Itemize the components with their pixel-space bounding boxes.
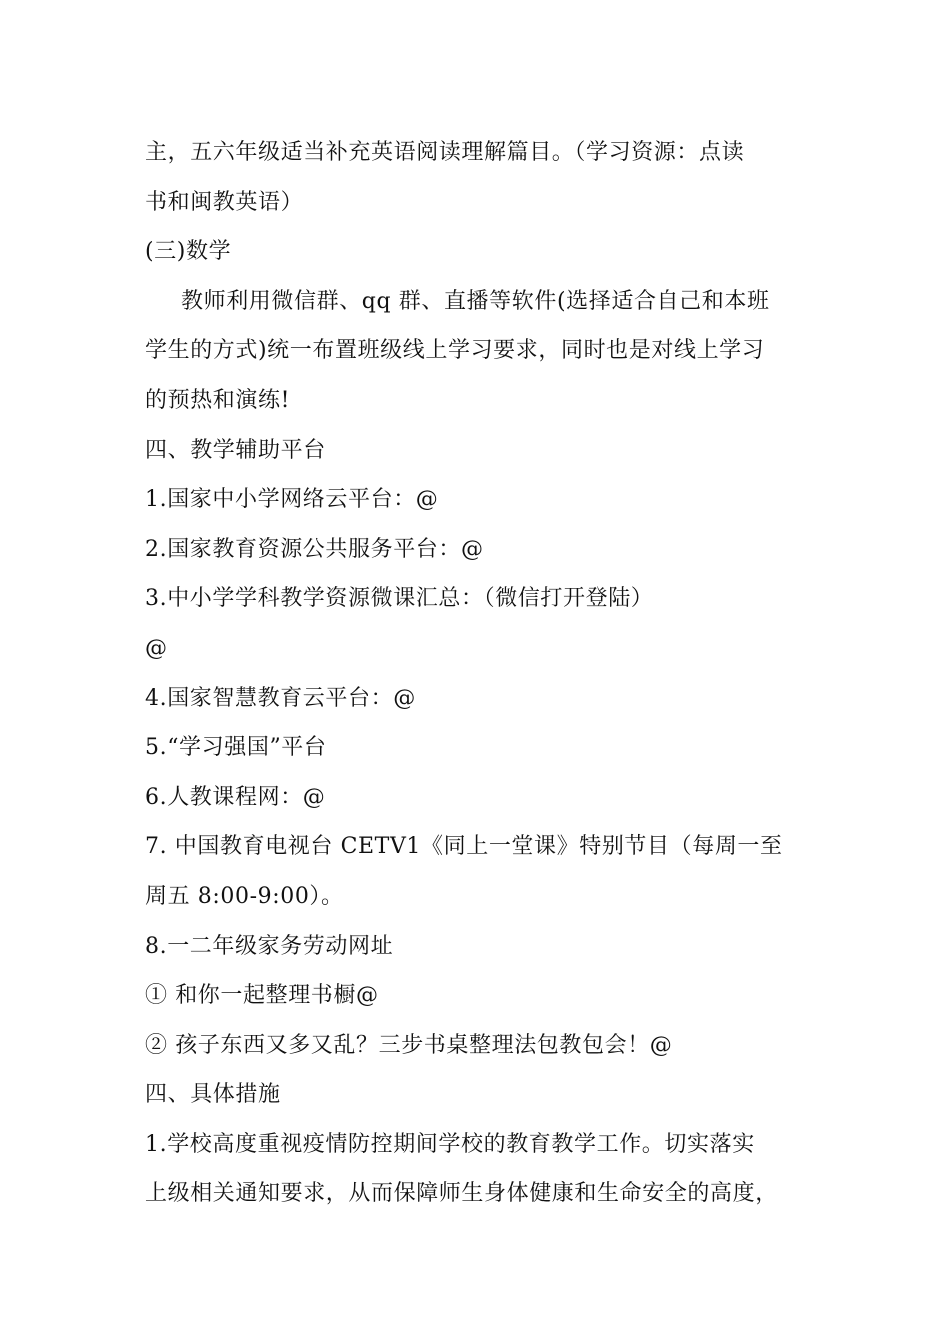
list-item: 4.国家智慧教育云平台：@ [145, 685, 416, 711]
sub-list-item: ② 孩子东西又多又乱？三步书桌整理法包教包会！@ [145, 1032, 673, 1058]
section-heading-measures: 四、具体措施 [145, 1082, 281, 1108]
text-line: 学生的方式)统一布置班级线上学习要求，同时也是对线上学习 [145, 338, 765, 364]
list-item: 3.中小学学科教学资源微课汇总：（微信打开登陆） [145, 586, 654, 612]
list-item-continuation: 上级相关通知要求，从而保障师生身体健康和生命安全的高度， [145, 1181, 778, 1207]
list-item-continuation: 周五 8:00-9:00）。 [145, 883, 344, 909]
list-item: 8.一二年级家务劳动网址 [145, 933, 394, 959]
list-item: 2.国家教育资源公共服务平台：@ [145, 536, 484, 562]
list-item: 6.人教课程网：@ [145, 784, 326, 810]
text-line: 的预热和演练! [145, 387, 291, 413]
document-body [145, 128, 810, 1219]
paragraph-line: 教师利用微信群、qq 群、直播等软件(选择适合自己和本班 [181, 288, 770, 314]
section-heading-math: (三)数学 [145, 239, 232, 265]
list-item: 5.“学习强国”平台 [145, 735, 327, 761]
sub-list-item: ① 和你一起整理书橱@ [145, 983, 379, 1009]
text-line: 主，五六年级适当补充英语阅读理解篇目。（学习资源：点读 [145, 140, 745, 165]
text-line: 书和闽教英语） [145, 189, 304, 215]
section-heading-platforms: 四、教学辅助平台 [145, 437, 326, 463]
list-item: 7. 中国教育电视台 CETV1《同上一堂课》特别节目（每周一至 [145, 834, 783, 860]
list-item: 1.国家中小学网络云平台：@ [145, 487, 439, 513]
list-item-continuation: @ [145, 635, 168, 661]
list-item: 1.学校高度重视疫情防控期间学校的教育教学工作。切实落实 [145, 1131, 755, 1157]
